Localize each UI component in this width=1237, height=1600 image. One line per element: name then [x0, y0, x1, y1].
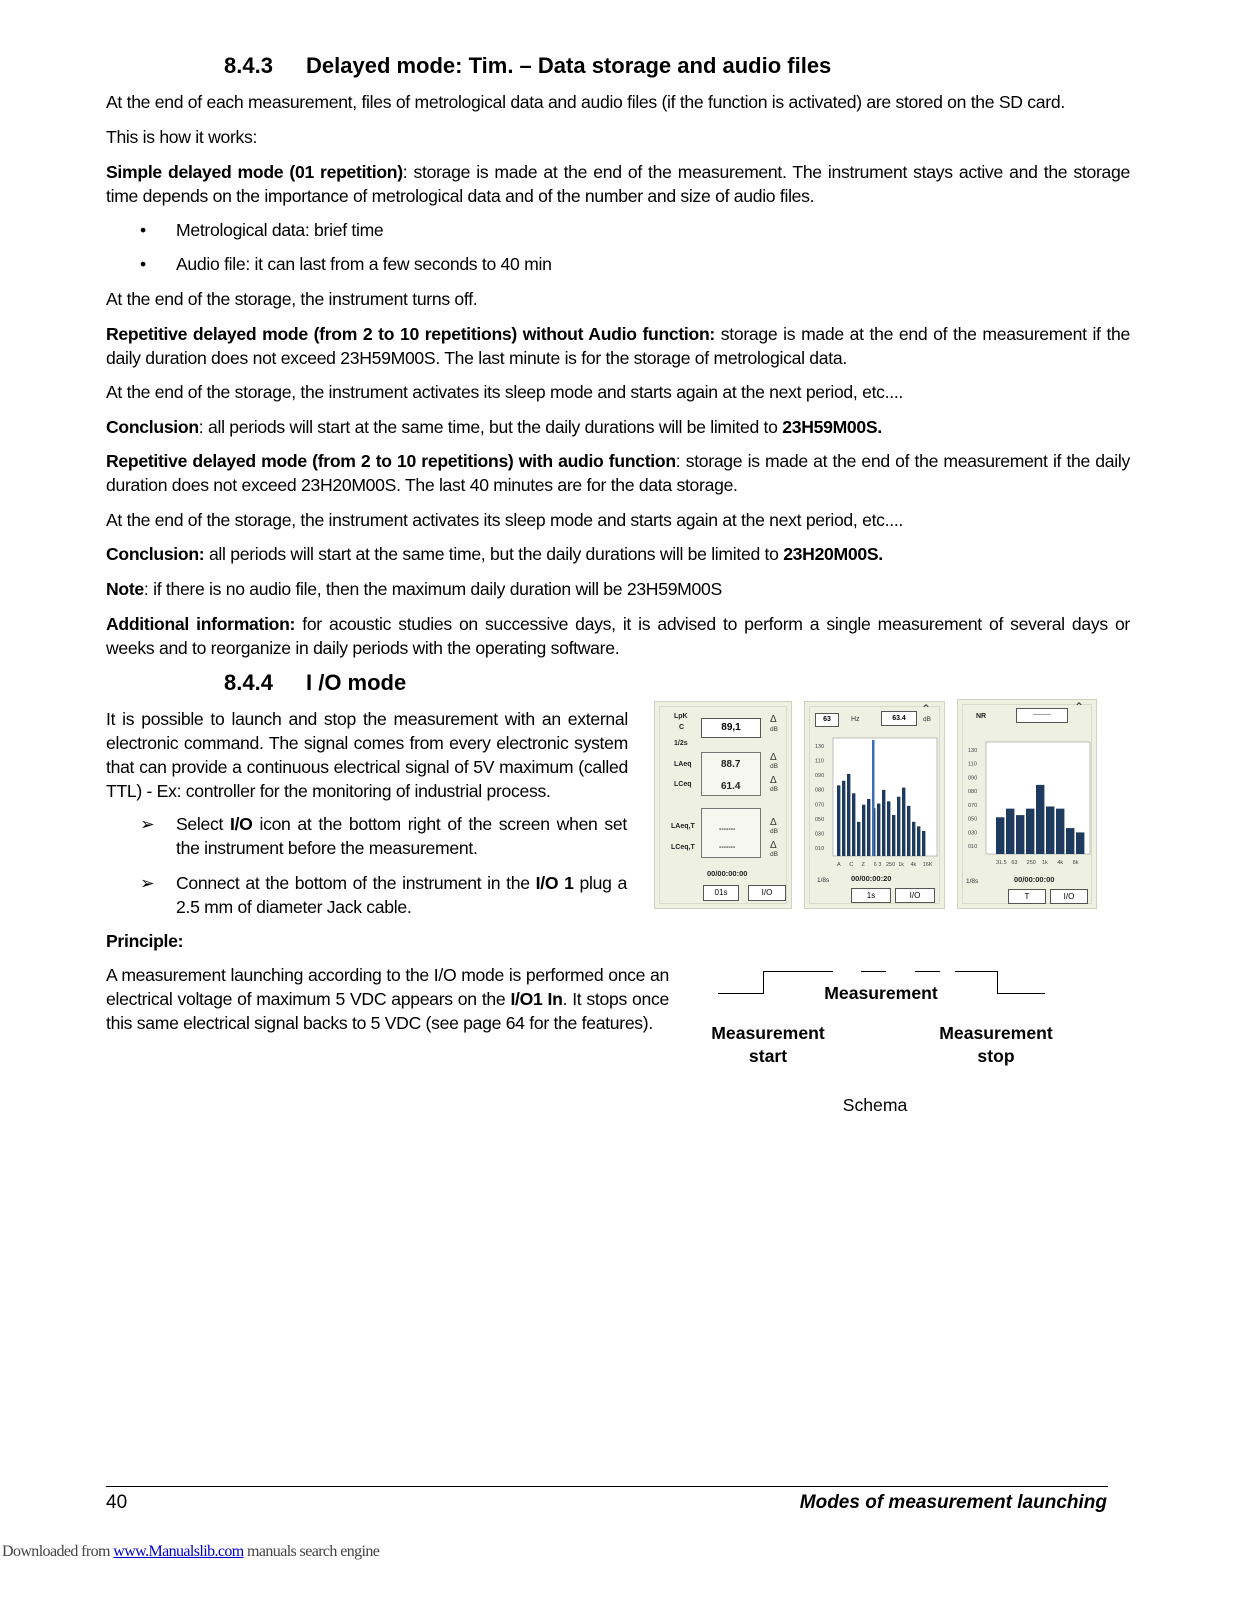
x-tick-label: C: [849, 862, 854, 868]
y-tick-label: 070: [815, 802, 825, 809]
x-tick-label: 63: [1011, 860, 1018, 866]
bullet-marker: •: [140, 254, 146, 274]
lceqt-value: -------: [719, 844, 736, 851]
section-heading-844: [224, 670, 406, 696]
y-tick-label: 110: [815, 758, 824, 765]
x-tick-label: 250: [1026, 860, 1036, 866]
bullet-item: [140, 252, 552, 276]
paragraph-repetitive-no-audio: [106, 322, 1130, 370]
label-line: start: [748, 1046, 788, 1066]
y-tick-label: 130: [968, 748, 978, 754]
spectrum-bar: [852, 793, 855, 856]
lpk-label: LpK: [674, 713, 688, 720]
spectrum-bar: [1036, 785, 1044, 854]
lpk-value: 89,1: [701, 718, 761, 738]
spectrum-bar: [877, 804, 880, 856]
delta-icon: Δ: [770, 840, 777, 851]
band-value: 63: [815, 713, 839, 727]
signal-low-start: [718, 993, 764, 994]
io-button[interactable]: I/O: [1050, 889, 1088, 904]
paragraph-intro: At the end of each measurement, files of metrological data and audio files (if the function is activated) are stored on the SD card.: [106, 92, 1065, 112]
paragraph-note: [106, 577, 1130, 601]
spectrum-value: 63.4: [881, 711, 917, 726]
arrow-bullet-icon: ➢: [140, 873, 155, 893]
paragraph-text: storage is made at the end of the measurement if the daily duration does not exceed 23H59M00S. The last minute is for the storage of metrological data.: [106, 324, 1131, 368]
nr-chart: [966, 738, 1092, 868]
section-number: 8.4.3: [224, 53, 273, 78]
bullet-text: Metrological data: brief time: [176, 220, 384, 240]
paragraph-io-intro: It is possible to launch and stop the measurement with an external electronic command. The signal comes from every electronic system that can provide a continuous electrical signal of 5V maximum (called TTL) - Ex: controller for the monitoring of industrial process.: [106, 709, 628, 801]
unit-label: dB: [770, 851, 778, 858]
rate-label: 1/2s: [674, 740, 688, 747]
bold-lead: Conclusion:: [106, 544, 205, 564]
lceqt-label: LCeq,T: [671, 844, 695, 851]
spectrum-bar: [1046, 806, 1054, 854]
paragraph-conclusion-2: [106, 542, 1130, 566]
device-screen-nr: [957, 699, 1097, 909]
signal-high-dash: [861, 971, 886, 972]
section-title: Delayed mode: Tim. – Data storage and audio files: [306, 53, 832, 78]
paragraph-text: : if there is no audio file, then the maximum daily duration will be 23H59M00S: [143, 579, 722, 599]
x-tick-label: 4k: [910, 862, 917, 868]
bold-value: 23H59M00S.: [782, 417, 882, 437]
spectrum-bar: [1026, 809, 1034, 854]
signal-rise: [763, 971, 764, 994]
y-tick-label: 030: [815, 831, 825, 838]
y-tick-label: 050: [968, 816, 978, 823]
paragraph-turns-off: At the end of the storage, the instrument turns off.: [106, 289, 478, 309]
download-banner: [2, 1543, 379, 1561]
nr-value: ---------: [1016, 708, 1068, 723]
integration-time-button[interactable]: 01s: [703, 885, 739, 901]
label-line: Measurement: [711, 1023, 825, 1043]
manualslib-link[interactable]: www.Manualslib.com: [113, 1543, 244, 1560]
y-tick-label: 050: [815, 816, 825, 823]
y-tick-label: 090: [815, 773, 825, 780]
bold-lead: Additional information:: [106, 614, 296, 634]
measurement-stop-label: [928, 1022, 1064, 1068]
schema-caption: Schema: [842, 1095, 908, 1115]
spectrum-bar: [907, 806, 910, 856]
unit-label: dB: [770, 786, 778, 793]
paragraph-simple-delayed: [106, 160, 1130, 208]
spectrum-bar: [1006, 809, 1014, 854]
io-button[interactable]: I/O: [748, 885, 786, 901]
laeqt-value: -------: [719, 826, 736, 833]
spectrum-bar: [867, 799, 870, 856]
download-suffix: manuals search engine: [243, 1543, 380, 1560]
page-number: 40: [106, 1492, 128, 1513]
paragraph-text: : storage is made at the end of the measurement. The instrument stays active and the storage time depends on the importance of metrological data and of the number and size of audio files.: [106, 162, 1131, 206]
paragraph-sleep-mode-2: At the end of the storage, the instrument activates its sleep mode and starts again at the next period, etc....: [106, 510, 904, 530]
y-tick-label: 070: [968, 802, 978, 809]
integration-time-button[interactable]: 1s: [851, 888, 891, 903]
integration-time-button[interactable]: T: [1008, 889, 1046, 904]
y-tick-label: 090: [968, 775, 978, 782]
x-tick-label: 1k: [898, 862, 905, 868]
delta-icon: Δ: [770, 817, 777, 828]
y-tick-label: 110: [968, 761, 977, 768]
signal-high-dash: [915, 971, 940, 972]
x-tick-label: 1k: [1042, 860, 1048, 866]
delta-icon: Δ: [770, 752, 777, 763]
paragraph-text: : all periods will start at the same time, but the daily durations will be limited to: [198, 417, 783, 437]
elapsed-time: 00/00:00:00: [1014, 875, 1055, 884]
bold-part: I/O1 In: [510, 989, 563, 1009]
x-tick-label: 4k: [1057, 860, 1064, 866]
measurement-start-label: [700, 1022, 836, 1068]
x-tick-label: 6 3: [873, 862, 882, 868]
unit-label: dB: [923, 716, 931, 723]
y-tick-label: 010: [815, 846, 825, 852]
x-tick-label: 31.5: [996, 860, 1007, 866]
io-button[interactable]: I/O: [895, 888, 935, 903]
paragraph-text: all periods will start at the same time, but the daily durations will be limited to: [204, 544, 784, 564]
elapsed-time: 00/00:00:00: [707, 869, 748, 878]
text-part: plug a 2.5 mm of diameter Jack cable.: [176, 873, 627, 917]
x-tick-label: Z: [861, 862, 865, 868]
rate-label: 1/8s: [817, 877, 830, 884]
unit-label: dB: [770, 763, 778, 770]
spectrum-bar: [862, 805, 865, 856]
y-tick-label: 080: [815, 787, 825, 794]
spectrum-bar: [1066, 828, 1074, 854]
bold-lead: Repetitive delayed mode (from 2 to 10 repetitions) without Audio function:: [106, 324, 715, 344]
text-part: icon at the bottom right of the screen when set the instrument before the measurement.: [176, 814, 627, 858]
x-tick-label: 16K: [922, 862, 933, 868]
label-line: stop: [977, 1046, 1015, 1066]
unit-label: dB: [770, 726, 778, 733]
spectrum-bar: [887, 801, 890, 856]
lceq-value: 61.4: [721, 781, 741, 792]
spectrum-bar: [996, 817, 1004, 854]
section-number: 8.4.4: [224, 670, 273, 695]
bullet-marker: •: [140, 220, 146, 240]
signal-high: [763, 971, 833, 972]
up-arrow-icon[interactable]: ⌃: [1074, 700, 1085, 714]
arrow-item-text: [176, 812, 627, 860]
chapter-title: Modes of measurement launching: [799, 1492, 1107, 1513]
bullet-text: Audio file: it can last from a few seconds to 40 min: [176, 254, 552, 274]
spectrum-bar: [912, 822, 915, 856]
paragraph-how-it-works: This is how it works:: [106, 127, 258, 147]
device-screen-spectrum: [804, 701, 945, 909]
spectrum-bar: [917, 826, 920, 856]
spectrum-chart: [813, 734, 939, 870]
arrow-bullet-icon: ➢: [140, 814, 155, 834]
y-tick-label: 080: [968, 789, 978, 796]
nr-label: NR: [976, 713, 987, 720]
spectrum-bar: [892, 815, 895, 856]
delta-icon: Δ: [770, 775, 777, 786]
bold-lead: Simple delayed mode (01 repetition): [106, 162, 403, 182]
text-part: A measurement launching according to the I/O mode is performed once an electrical voltage of maximum 5 VDC appears on the: [106, 965, 669, 1009]
paragraph-principle: [106, 963, 669, 1035]
arrow-item: [140, 812, 627, 860]
principle-heading: Principle:: [106, 931, 184, 951]
bold-value: 23H20M00S.: [783, 544, 883, 564]
c-label: C: [679, 724, 685, 731]
spectrum-bar: [882, 790, 885, 856]
up-arrow-icon[interactable]: ⌃: [921, 702, 932, 716]
x-tick-label: A: [837, 862, 841, 868]
laeq-value: 88.7: [721, 759, 741, 770]
bold-lead: Repetitive delayed mode (from 2 to 10 repetitions) with audio function: [106, 451, 676, 471]
text-part: Connect at the bottom of the instrument in the: [176, 873, 536, 893]
paragraph-repetitive-audio: [106, 449, 1130, 497]
paragraph-conclusion-1: [106, 415, 1130, 439]
section-heading-843: [224, 53, 831, 79]
cursor-line: [872, 740, 875, 856]
paragraph-sleep-mode-1: At the end of the storage, the instrument activates its sleep mode and starts again at the next period, etc....: [106, 382, 904, 402]
bullet-item: [140, 218, 383, 242]
laeq-label: LAeq: [674, 761, 692, 768]
delta-icon: Δ: [770, 714, 777, 725]
hz-label: Hz: [851, 716, 860, 723]
bold-lead: Conclusion: [106, 417, 199, 437]
paragraph-text: : storage is made at the end of the measurement if the daily duration does not exceed 23H20M00S. The last 40 minutes are for the data storage.: [106, 451, 1130, 495]
spectrum-bar: [1016, 815, 1024, 854]
bold-part: I/O: [230, 814, 253, 834]
download-prefix: Downloaded from: [2, 1543, 114, 1560]
x-tick-label: 8k: [1072, 860, 1079, 866]
spectrum-bar: [897, 797, 900, 856]
text-part: . It stops once this same electrical signal backs to 5 VDC (see page 64 for the features).: [106, 989, 669, 1033]
spectrum-bar: [842, 781, 845, 856]
signal-high-end: [955, 971, 998, 972]
paragraph-additional-info: [106, 612, 1130, 660]
section-title: I /O mode: [306, 670, 407, 695]
spectrum-bar: [1076, 832, 1084, 854]
footer-rule: [106, 1486, 1108, 1487]
label-line: Measurement: [939, 1023, 1053, 1043]
spectrum-bar: [1056, 809, 1064, 854]
arrow-item: [140, 871, 627, 919]
y-tick-label: 030: [968, 830, 978, 837]
spectrum-bar: [902, 788, 905, 856]
rate-label: 1/8s: [966, 878, 979, 885]
spectrum-bar: [837, 785, 840, 856]
paragraph-text: for acoustic studies on successive days, it is advised to perform a single measurement of several days or weeks and to reorganize in daily periods with the operating software.: [106, 614, 1130, 658]
x-tick-label: 250: [886, 862, 896, 868]
measurement-label: Measurement: [824, 983, 938, 1003]
unit-label: dB: [770, 828, 778, 835]
y-tick-label: 130: [815, 744, 825, 750]
laeqt-label: LAeq,T: [671, 823, 695, 830]
spectrum-bar: [857, 822, 860, 856]
bold-lead: Note: [106, 579, 144, 599]
signal-fall: [997, 971, 998, 994]
text-part: Select: [176, 814, 230, 834]
spectrum-bar: [847, 774, 850, 856]
bold-part: I/O 1: [535, 873, 574, 893]
signal-low-end: [997, 993, 1045, 994]
arrow-item-text: [176, 871, 627, 919]
elapsed-time: 00/00:00:20: [851, 874, 892, 883]
y-tick-label: 010: [968, 844, 978, 850]
spectrum-bar: [922, 831, 925, 856]
lceq-label: LCeq: [674, 781, 692, 788]
device-screen-levels: [654, 701, 792, 909]
